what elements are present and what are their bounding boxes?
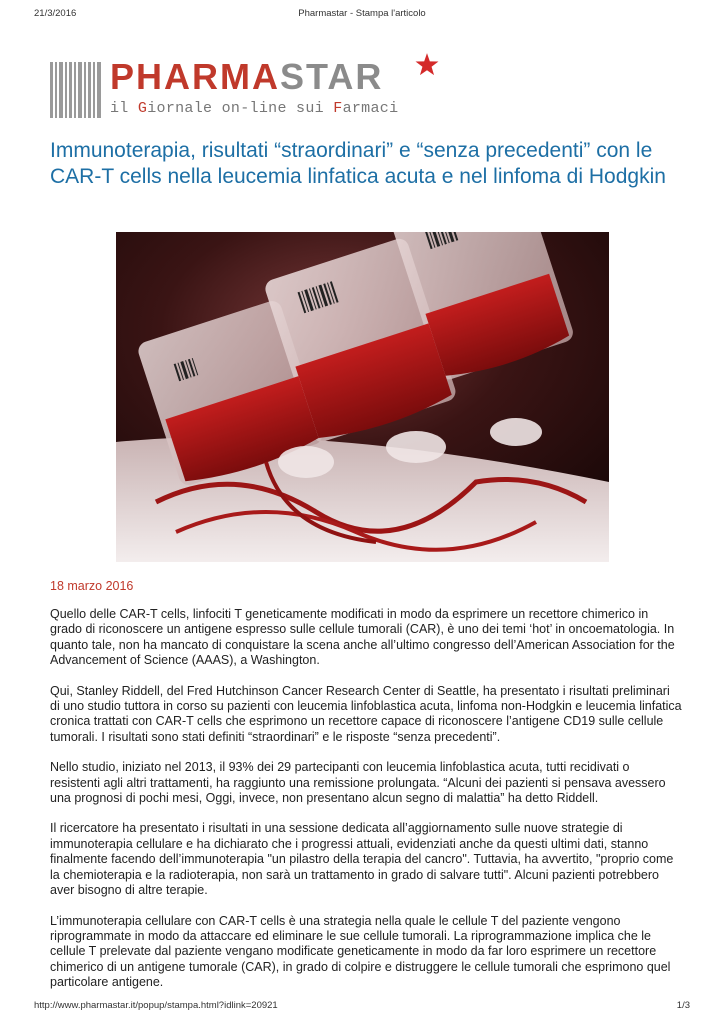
article-paragraph: Quello delle CAR-T cells, linfociti T geneticamente modificati in modo da esprimere un recettore chimerico in grado di riconoscere un antigene espresso sulle cellule tumorali (CAR), è uno dei temi ‘hot’ in oncoematologia. In quanto tale, non ha mancato di conquistare la scena anche all’ultimo congresso dell’American Association for the Advancement of Science (AAAS), a Washington. [50, 607, 675, 668]
barcode-icon [50, 62, 104, 118]
tagline-part: armaci [342, 100, 399, 117]
article-body [50, 607, 682, 1006]
print-page-title: Pharmastar - Stampa l'articolo [298, 8, 426, 19]
logo-tagline [110, 100, 398, 117]
print-footer [34, 1000, 690, 1012]
tagline-part: il [110, 100, 138, 117]
article-paragraph: Nello studio, iniziato nel 2013, il 93% dei 29 partecipanti con leucemia linfoblastica acuta, tutti recidivati o resistenti agli altri trattamenti, ha raggiunto una remissione prolungata. “Alcuni dei pazienti si pensava avessero una prognosi di pochi mesi, Oggi, invece, non presentano alcun segno di malattia” ha detto Riddell. [50, 760, 666, 806]
tagline-part: G [137, 100, 148, 117]
tagline-part: F [333, 100, 343, 117]
tagline-part: iornale on-line sui [147, 100, 334, 117]
article-title: Immunoterapia, risultati “straordinari” e “senza precedenti” con le CAR-T cells nella leucemia linfatica acuta e nel linfoma di Hodgkin [50, 139, 666, 188]
blood-bags-image [116, 232, 609, 562]
article-date: 18 marzo 2016 [50, 579, 134, 593]
logo-word-pharma: PHARMA [110, 56, 280, 97]
article-image [116, 232, 609, 562]
print-date: 21/3/2016 [34, 8, 77, 19]
page-number: 1/3 [676, 1000, 690, 1011]
article-paragraph: Il ricercatore ha presentato i risultati in una sessione dedicata all’aggiornamento sulle nuove strategie di immunoterapia cellulare e ha dichiarato che i progressi attuali, evidenziati anche da questi ultimi dati, stanno finalmente facendo dell’immunoterapia "un pilastro della terapia del cancro". Tuttavia, ha avvertito, "proprio come la chemioterapia e la radioterapia, non sarà un trattamento in grado di salvare tutti". Alcuni pazienti potrebbero aver bisogno di altre terapie. [50, 821, 674, 898]
article-paragraph: Qui, Stanley Riddell, del Fred Hutchinson Cancer Research Center di Seattle, ha presentato i risultati preliminari di uno studio tuttora in corso su pazienti con leucemia linfoblastica acuta, linfoma non-Hodgkin e leucemia linfatica cronica trattati con CAR-T cells che esprimono un recettore capace di riconoscere l’antigene CD19 sulle cellule tumorali. I risultati sono stati definiti “straordinari” e le risposte “senza precedenti”. [50, 683, 682, 744]
print-url: http://www.pharmastar.it/popup/stampa.html?idlink=20921 [34, 1000, 278, 1011]
star-icon [414, 52, 440, 78]
logo-wordmark [110, 56, 383, 98]
logo-word-star: STAR [280, 56, 384, 97]
print-header [34, 8, 690, 22]
article-paragraph: L’immunoterapia cellulare con CAR-T cells è una strategia nella quale le cellule T del paziente vengono riprogrammate in modo da attaccare ed eliminare le sue cellule tumorali. La riprogrammazione implica che le cellule T prelevate dal paziente vengano modificate geneticamente in modo da far loro esprimere un recettore chimerico di un antigene tumorale (CAR), in grado di colpire e distruggere le cellule tumorali che esprimono quel particolare antigene. [50, 913, 671, 990]
pharmastar-logo[interactable] [50, 52, 440, 122]
